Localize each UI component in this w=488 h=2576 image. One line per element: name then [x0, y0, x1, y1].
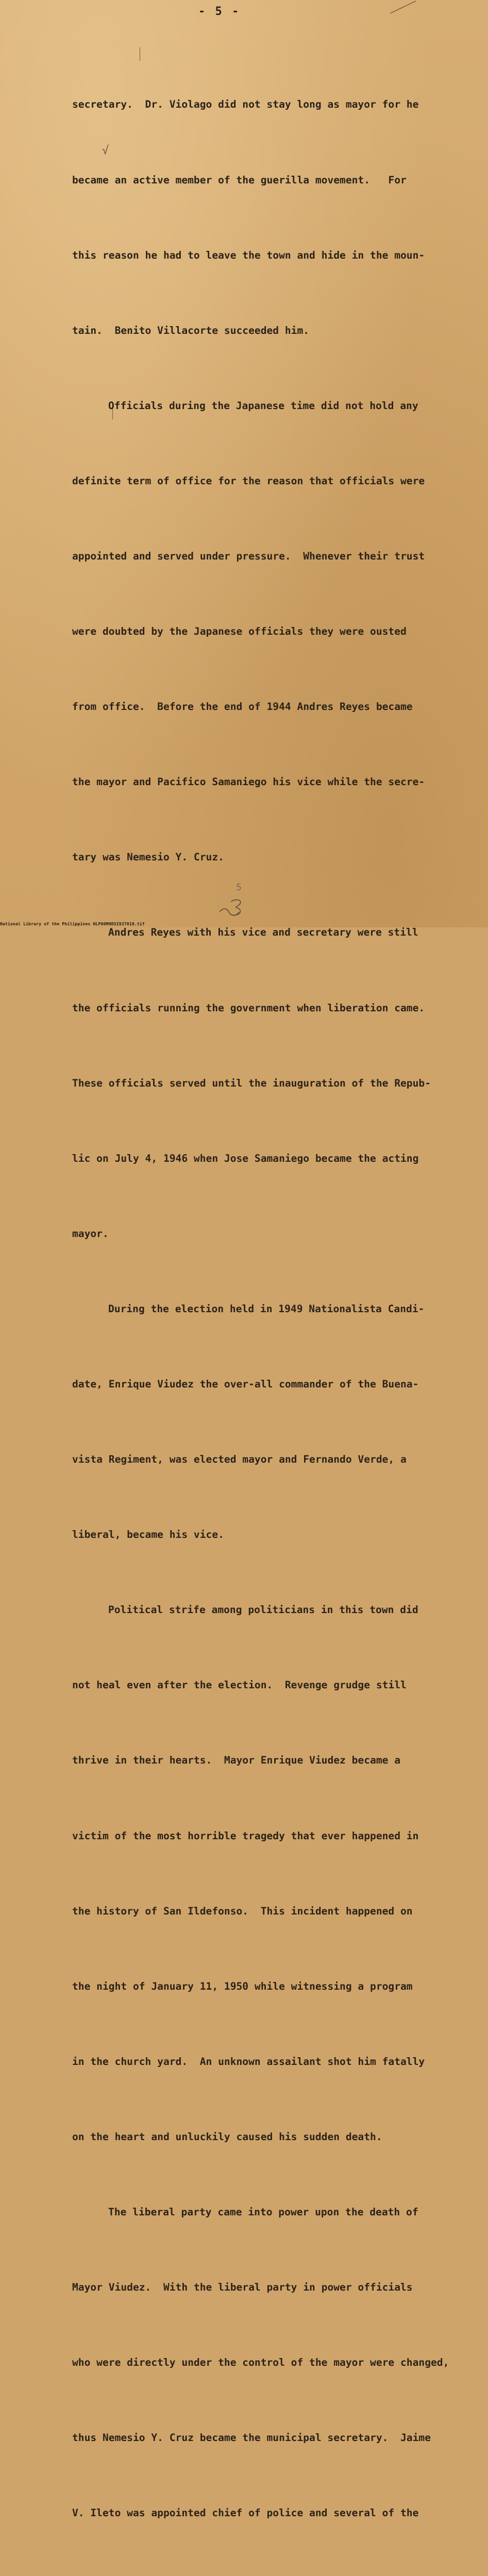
- paragraph-start: Political strife among politicians in this town did: [108, 1604, 418, 1616]
- paragraph-start: The liberal party came into power upon the death of: [108, 2206, 418, 2218]
- paragraph-start: Andres Reyes with his vice and secretary were still: [108, 926, 418, 939]
- text-line: tary was Nemesio Y. Cruz.: [72, 851, 224, 863]
- text-line: on the heart and unluckily caused his sudden death.: [72, 2130, 382, 2143]
- text-line: from office. Before the end of 1944 Andres Reyes became: [72, 701, 413, 713]
- text-line: liberal, became his vice.: [72, 1529, 224, 1541]
- typed-body-text: [72, 42, 464, 2576]
- text-line: date, Enrique Viudez the over-all commander of the Buena-: [72, 1378, 419, 1390]
- text-line: tain. Benito Villacorte succeeded him.: [72, 324, 310, 336]
- text-line: the night of January 11, 1950 while witnessing a program: [72, 1980, 413, 1992]
- check-mark: √: [102, 144, 109, 157]
- text-line: became an active member of the guerilla movement. For: [72, 174, 407, 186]
- paragraph-start: During the election held in 1949 Nationalista Candi-: [108, 1302, 425, 1315]
- text-line: mayor.: [72, 1227, 109, 1240]
- text-line: V. Ileto was appointed chief of police and several of the: [72, 2507, 419, 2519]
- text-line: Mayor Viudez. With the liberal party in power officials: [72, 2281, 413, 2294]
- page-number: - 5 -: [198, 5, 241, 18]
- text-line: thus Nemesio Y. Cruz became the municipal secretary. Jaime: [72, 2432, 431, 2444]
- text-line: victim of the most horrible tragedy that ever happened in: [72, 1829, 419, 1842]
- paragraph-start: Officials during the Japanese time did not hold any: [108, 399, 418, 412]
- text-line: lic on July 4, 1946 when Jose Samaniego became the acting: [72, 1152, 419, 1164]
- text-line: appointed and served under pressure. Whenever their trust: [72, 550, 425, 562]
- text-line: the history of San Ildefonso. This incident happened on: [72, 1905, 413, 1917]
- handwritten-number: [215, 896, 251, 920]
- text-line: definite term of office for the reason that officials were: [72, 474, 425, 487]
- footer-page-number: 5: [236, 882, 242, 893]
- text-line: the officials running the government when liberation came.: [72, 1002, 425, 1014]
- text-line: thrive in their hearts. Mayor Enrique Viudez became a: [72, 1754, 401, 1767]
- text-line: secretary. Dr. Violago did not stay long as mayor for he: [72, 98, 419, 111]
- text-line: were doubted by the Japanese officials they were ousted: [72, 625, 407, 638]
- text-line: These officials served until the inauguration of the Repub-: [72, 1077, 431, 1089]
- text-line: in the church yard. An unknown assailant shot him fatally: [72, 2055, 425, 2067]
- text-line: the mayor and Pacifico Samaniego his vice while the secre-: [72, 776, 425, 788]
- corner-pencil-mark: [388, 0, 418, 15]
- text-line: this reason he had to leave the town and hide in the moun-: [72, 249, 425, 261]
- text-line: not heal even after the election. Revenge grudge still: [72, 1679, 407, 1691]
- archive-label: National Library of the Philippines NLP00MHDSI837010.tif: [0, 922, 145, 926]
- text-line: who were directly under the control of the mayor were changed,: [72, 2357, 449, 2369]
- text-line: vista Regiment, was elected mayor and Fernando Verde, a: [72, 1453, 407, 1466]
